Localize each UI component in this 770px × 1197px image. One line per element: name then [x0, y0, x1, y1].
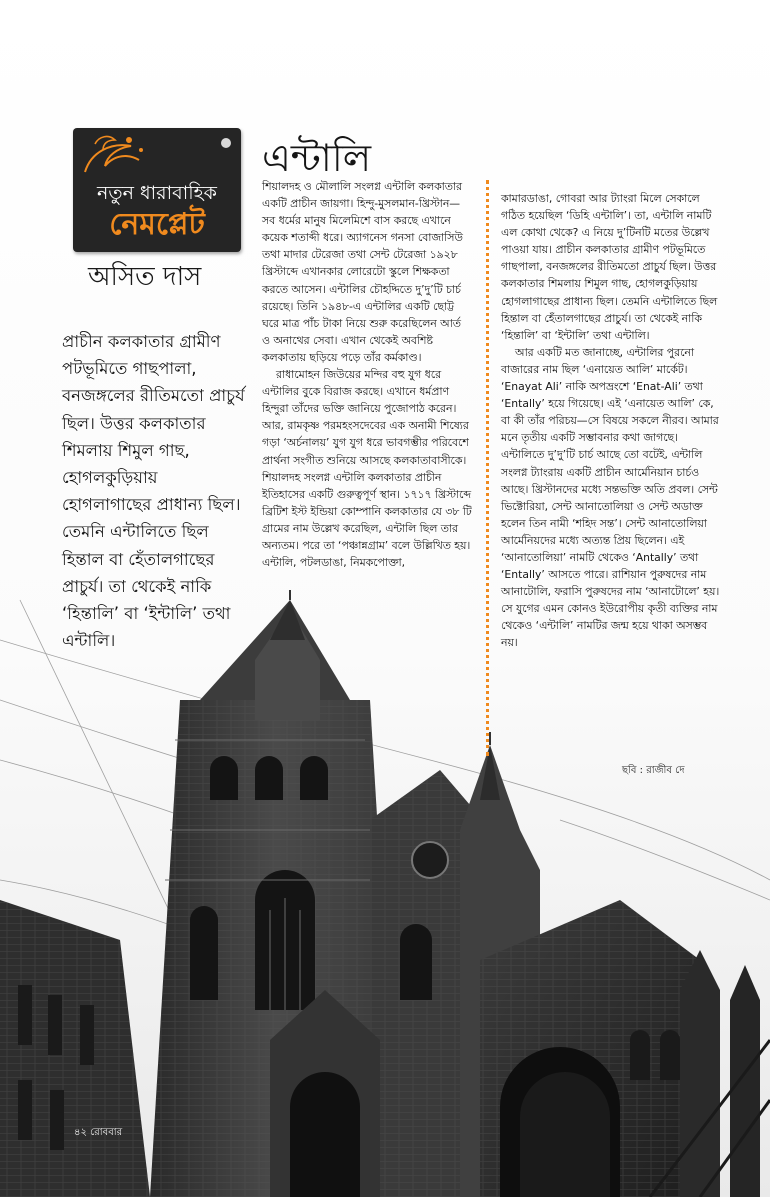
body-paragraph: কামারডাঙা, গোবরা আর ট্যাংরা মিলে সেকালে গঠিত হয়েছিল ‘ডিহি এন্টালি’। তা, এন্টালি নামটি এল কোথা থেকে? এ নিয়ে দু’টিনটি মতের উল্লেখ পাওয়া যায়। প্রাচীন কলকাতার গ্রামীণ পটভূমিতে গাছপালা, বনজঙ্গলের রীতিমতো প্রাচুর্য ছিল। উত্তর কলকাতার শিমলায় শিমুল গাছ, হোগলকুড়িয়ায় হোগলাগাছের প্রাধান্য ছিল। তেমনি এন্টালিতে ছিল হিন্তাল বা হেঁতালগাছের প্রাচুর্য। তা থেকেই নাকি ‘হিন্তালি’ বা ‘ইন্টালি’ তথা এন্টালি। — [501, 192, 718, 342]
body-column-1 — [262, 178, 472, 571]
series-label: নতুন ধারাবাহিক — [97, 182, 217, 204]
article-title: এন্টালি — [262, 136, 372, 180]
body-paragraph: রাধামোহন জিউয়ের মন্দির বহু যুগ ধরে এন্টালির বুকে বিরাজ করছে। এখানে ধর্মপ্রাণ হিন্দুরা তাঁদের ভক্তি জানিয়ে পুজোপাঠ করেন। আর, রামকৃষ্ণ পরমহংসদেবের এক অনামী শিষ্যের গড়া ‘অর্চনালয়’ যুগ যুগ ধরে ভাবগম্ভীর পরিবেশে প্রার্থনা সংগীত শুনিয়ে আসছে কলকাতাবাসীকে। শিয়ালদহ সংলগ্ন এন্টালি কলকাতার প্রাচীন ইতিহাসের একটি গুরুত্বপূর্ণ স্থান। ১৭১৭ খ্রিস্টাব্দে ব্রিটিশ ইস্ট ইন্ডিয়া কোম্পানি কলকাতার যে ৩৮ টি গ্রামের নাম উল্লেখ করেছিল, এন্টালি ছিল তার অন্যতম। পরে তা ‘পঞ্চান্নগ্রাম’ বলে উল্লিখিত হয়। এন্টালি, পটলডাঙা, নিমকপোক্তা, — [262, 368, 472, 570]
nameplate-screw-icon — [221, 138, 231, 148]
author-name: অসিত দাস — [88, 262, 202, 292]
photo-credit: ছবি : রাজীব দে — [622, 765, 685, 776]
series-nameplate — [73, 128, 241, 252]
intro-paragraph: প্রাচীন কলকাতার গ্রামীণ পটভূমিতে গাছপালা, বনজঙ্গলের রীতিমতো প্রাচুর্য ছিল। উত্তর কলকাতার শিমলায় শিমুল গাছ, হোগলকুড়িয়ায় হোগলাগাছের প্রাধান্য ছিল। তেমনি এন্টালিতে ছিল হিন্তাল বা হেঁতালগাছের প্রাচুর্য। তা থেকেই নাকি ‘হিন্তালি’ বা ‘ইন্টালি’ তথা এন্টালি। — [62, 332, 245, 651]
body-paragraph: আর একটি মত জানাচ্ছে, এন্টালির পুরনো বাজারের নাম ছিল ‘এনায়েত আলি’ মার্কেট। ‘Enayat Ali’ নাকি অপভ্রংশে ‘Enat-Ali’ তথা ‘Entally’ হয়ে গিয়েছে। এই ‘এনায়েত আলি’ কে, বা কী তাঁর পরিচয়—সে বিষয়ে সকলে নীরব। আমার মনে তৃতীয় একটি সম্ভাবনার কথা জাগছে। এন্টালিতে দু’দু’টি চার্চ আছে তো বটেই, এন্টালি সংলগ্ন ট্যাংরায় একটি প্রাচীন আর্মেনিয়ান চার্চও আছে। খ্রিস্টানদের মধ্যে সন্তভক্তি অতি প্রবল। সেন্ট ভিক্টোরিয়া, সেন্ট আনাতোলিয়া ও সেন্ট অডাক্ত হলেন তিন নামী ‘শহিদ সন্ত’। সেন্ট আনাতোলিয়া আর্মেনিয়দের মধ্যে অত্যন্ত প্রিয় ছিলেন। এই ‘আনাতোলিয়া’ নামটি থেকেও ‘Antally’ তথা ‘Entally’ আসতে পারে। রাশিয়ান পুরুষদের নাম আনাটোলি, ফরাসি পুরুষদের নাম ‘আনাটোলে’ হয়। সে যুগের এমন কোনও ইউরোপীয় কৃতী ব্যক্তির নাম থেকেও ‘এন্টালি’ নামটির জন্ম হয়ে থাকা অসম্ভব নয়। — [501, 345, 720, 650]
page-folio: ৪২ রোববার — [74, 1127, 123, 1138]
ornament-swirl-icon — [81, 132, 151, 178]
body-column-2 — [501, 190, 723, 652]
body-paragraph: শিয়ালদহ ও মৌলালি সংলগ্ন এন্টালি কলকাতার একটি প্রাচীন জায়গা। হিন্দু-মুসলমান-খ্রিস্টান—সব ধর্মের মানুষ মিলেমিশে বাস করছে এখানে কয়েক শতাব্দী ধরে। অ্যাগনেস গনসা বোজাসিউ তথা মাদার টেরেজা তথা সেন্ট টেরেজা ১৯২৮ খ্রিস্টাব্দে এখানকার লোরেটো স্কুলে শিক্ষকতা করতে আসেন। এন্টালির চৌহদ্দিতে দু’দু’টি চার্চ রয়েছে। তিনি ১৯৪৮-এ এন্টালির একটি ছোট্ট ঘরে মাত্র পাঁচ টাকা নিয়ে শুরু করেছিলেন আর্ত ও অনাথের সেবা। এখান থেকেই অবশিষ্ট কলকাতায় ছড়িয়ে পড়ে তাঁর কর্মকাণ্ড। — [262, 180, 463, 364]
series-name: নেমপ্লেট — [109, 207, 205, 242]
column-divider — [486, 180, 489, 756]
